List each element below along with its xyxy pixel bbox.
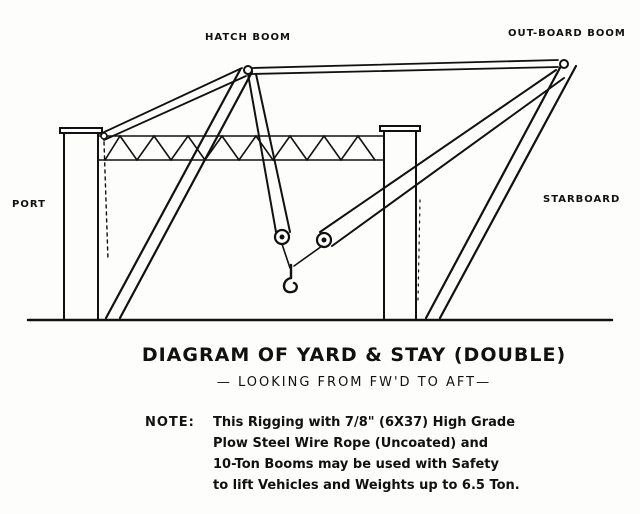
port-kingpost [60, 128, 102, 320]
port-topping-lift [100, 68, 246, 140]
outboard-head-fitting [560, 60, 568, 68]
note-line: Plow Steel Wire Rope (Uncoated) and [213, 436, 489, 451]
note-line: to lift Vehicles and Weights up to 6.5 Ton. [213, 478, 520, 493]
port-post-fitting [101, 133, 107, 139]
hatch-head-fitting [244, 66, 252, 74]
hatch-boom [106, 70, 252, 318]
diagram-title: DIAGRAM OF YARD & STAY (DOUBLE) [141, 344, 567, 366]
head-span [252, 60, 558, 74]
runners [282, 244, 322, 268]
cross-truss [98, 136, 384, 160]
port-label: PORT [12, 199, 46, 210]
starboard-label: STARBOARD [543, 194, 621, 205]
diagram-subtitle: — LOOKING FROM FW'D TO AFT— [216, 375, 492, 390]
outboard-boom [426, 64, 576, 318]
note-line: 10-Ton Booms may be used with Safety [213, 457, 499, 472]
starboard-kingpost [380, 126, 420, 320]
starboard-fall-lead [418, 200, 420, 300]
hatch-boom-label: HATCH BOOM [205, 32, 291, 43]
note-line: This Rigging with 7/8" (6X37) High Grade [213, 415, 516, 430]
note-label: NOTE: [145, 415, 195, 430]
cargo-hook [284, 265, 297, 292]
note-text [213, 412, 623, 496]
outboard-boom-label: OUT-BOARD BOOM [508, 28, 626, 39]
